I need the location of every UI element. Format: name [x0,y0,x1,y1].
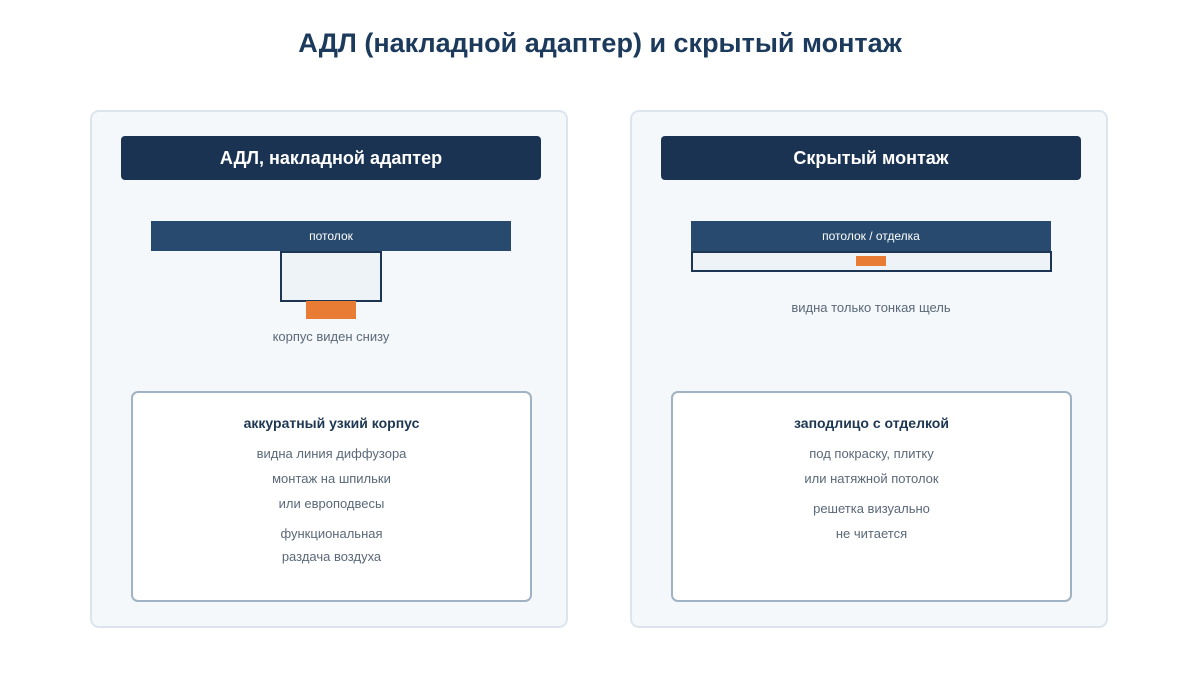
diffuser-outlet [306,301,356,319]
adl-info-title: аккуратный узкий корпус [243,415,420,431]
adl-info-line: монтаж на шпильки [272,471,391,486]
ceiling-finish-bar: потолок / отделка [691,221,1051,251]
adl-info-line: функциональная [280,526,383,541]
adl-info-box [131,391,532,602]
ceiling-bar: потолок [151,221,511,251]
hidden-mount-info-box [671,391,1072,602]
hidden-mount-info-line: под покраску, плитку [809,446,934,461]
adl-caption: корпус виден снизу [272,329,390,344]
hidden-mount-info-line: не читается [835,526,908,541]
slot-outlet [856,256,886,266]
adl-panel [90,110,568,628]
hidden-mount-panel-header: Скрытый монтаж [661,136,1081,180]
adapter-body [280,251,382,302]
hidden-mount-info-line: решетка визуально [813,501,930,516]
hidden-mount-info-title: заподлицо с отделкой [794,415,949,431]
hidden-mount-info-line: или натяжной потолок [804,471,939,486]
adl-info-line: раздача воздуха [281,549,382,564]
page-title: АДЛ (накладной адаптер) и скрытый монтаж [298,28,902,58]
adl-panel-header: АДЛ, накладной адаптер [121,136,541,180]
adl-info-line: или европодвесы [278,496,385,511]
hidden-mount-caption: видна только тонкая щель [791,300,951,315]
adl-info-line: видна линия диффузора [256,446,407,461]
hidden-mount-panel [630,110,1108,628]
